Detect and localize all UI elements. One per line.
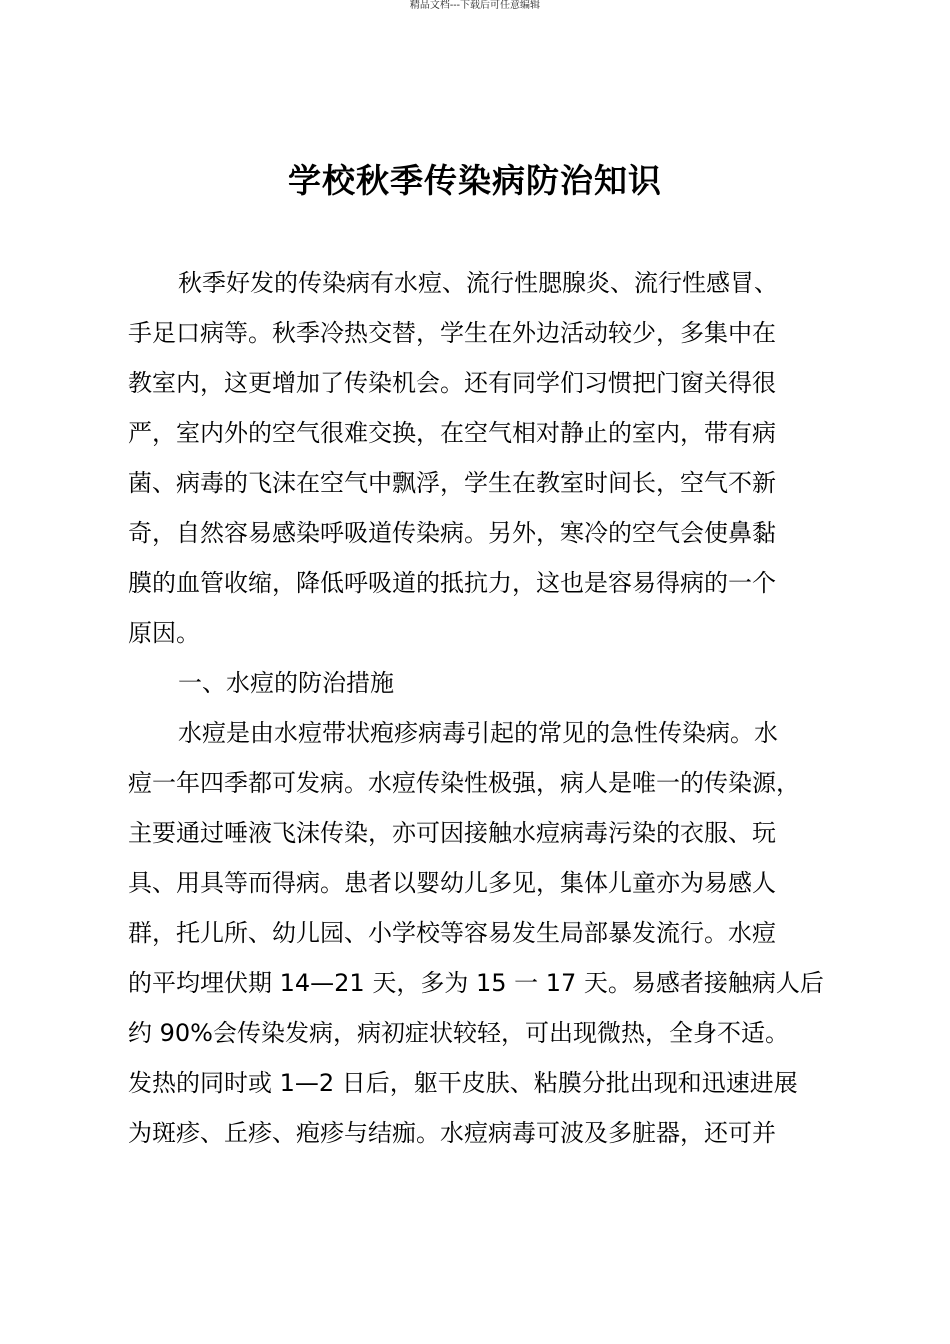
text-line: 原因。 <box>128 619 200 647</box>
text-line: 痘一年四季都可发病。水痘传染性极强，病人是唯一的传染源， <box>128 769 800 797</box>
text-line: 约 90%会传染发病，病初症状较轻，可出现微热，全身不适。 <box>128 1019 789 1047</box>
paragraph-intro <box>128 258 828 658</box>
text-line: 主要通过唾液飞沫传染，亦可因接触水痘病毒污染的衣服、玩 <box>128 819 776 847</box>
document-title: 学校秋季传染病防治知识 <box>288 161 662 200</box>
text-line: 的平均埋伏期 14—21 天，多为 15 一 17 天。易感者接触病人后 <box>128 969 824 997</box>
text-line: 为斑疹、丘疹、疱疹与结痂。水痘病毒可波及多脏器，还可并 <box>128 1119 776 1147</box>
text-line: 严，室内外的空气很难交换，在空气相对静止的室内，带有病 <box>128 419 776 447</box>
document-body <box>128 258 828 1158</box>
paragraph-varicella <box>128 708 828 1158</box>
text-line: 具、用具等而得病。患者以婴幼儿多见，集体儿童亦为易感人 <box>128 869 776 897</box>
text-line: 奇，自然容易感染呼吸道传染病。另外，寒冷的空气会使鼻黏 <box>128 519 776 547</box>
page-header: 精品文档---下载后可任意编辑 <box>409 0 541 11</box>
text-line: 教室内，这更增加了传染机会。还有同学们习惯把门窗关得很 <box>128 369 776 397</box>
text-line: 秋季好发的传染病有水痘、流行性腮腺炎、流行性感冒、 <box>178 269 778 297</box>
text-line: 菌、病毒的飞沫在空气中飘浮，学生在教室时间长，空气不新 <box>128 469 776 497</box>
text-line: 手足口病等。秋季冷热交替，学生在外边活动较少，多集中在 <box>128 319 776 347</box>
section-heading: 一、水痘的防治措施 <box>178 669 394 697</box>
text-line: 发热的同时或 1—2 日后，躯干皮肤、粘膜分批出现和迅速进展 <box>128 1069 798 1097</box>
text-line: 膜的血管收缩，降低呼吸道的抵抗力，这也是容易得病的一个 <box>128 569 776 597</box>
text-line: 群，托儿所、幼儿园、小学校等容易发生局部暴发流行。水痘 <box>128 919 776 947</box>
text-line: 水痘是由水痘带状疱疹病毒引起的常见的急性传染病。水 <box>178 719 778 747</box>
